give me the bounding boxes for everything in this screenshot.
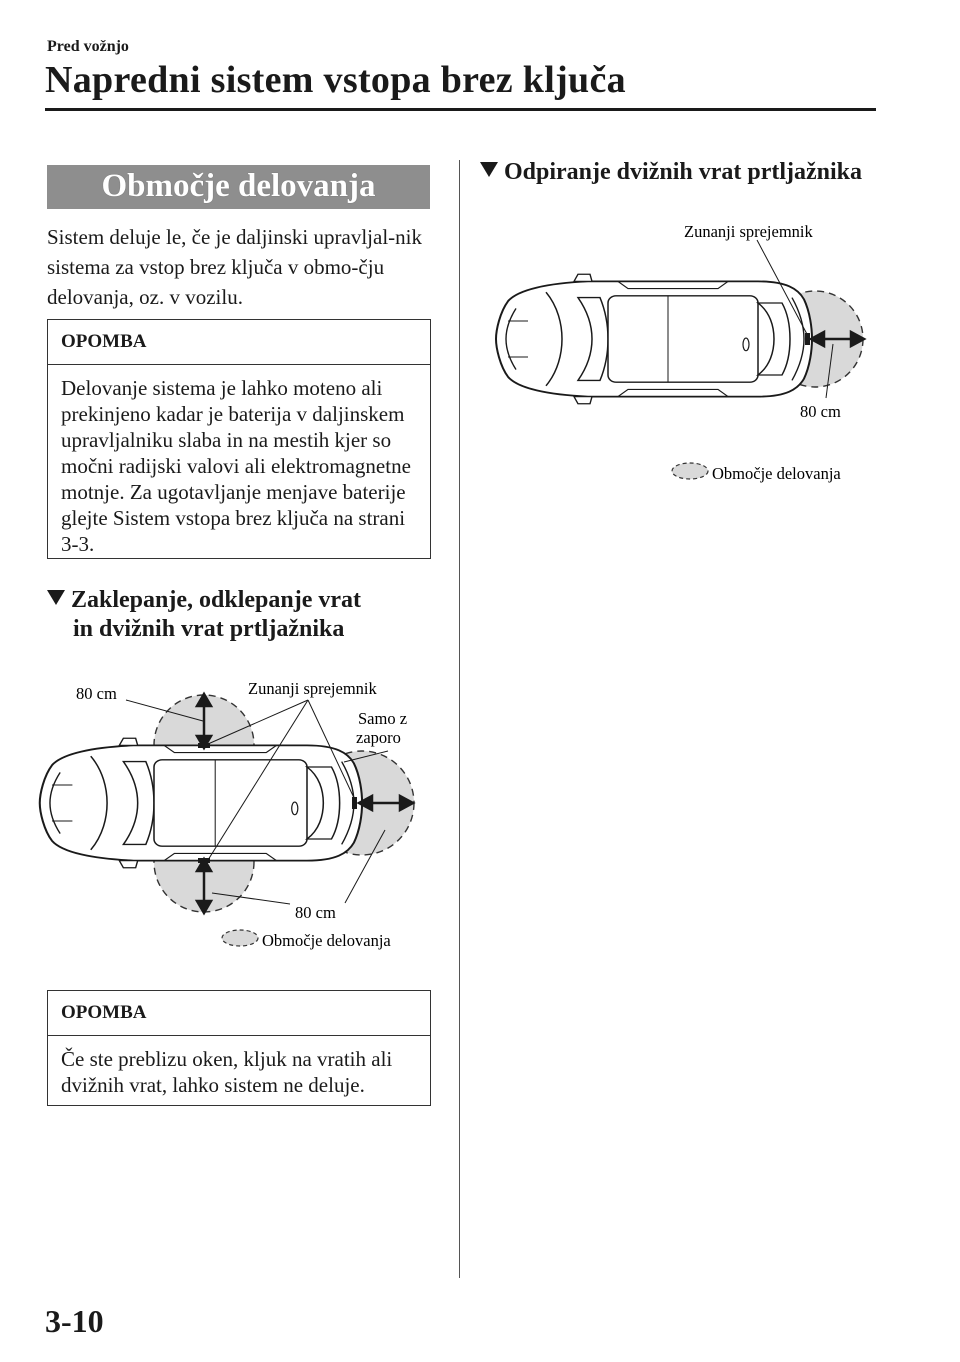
subheading-line-2: in dvižnih vrat prtljažnika [73,616,345,642]
legend-range-icon [672,463,708,479]
page-number: 3-10 [45,1303,104,1339]
label-external-antenna: Zunanji sprejemnik [248,679,377,698]
note-text: Delovanje sistema je lahko moteno ali prekinjeno kadar je baterija v daljinskem upravljalniku slaba in na mestih kjer so močni radijski valovi ali elektromagnetne motnje. Za ugotavljanje menjave baterije glejte Sistem vstopa brez ključa na strani 3-3. [61,376,411,556]
label-80cm: 80 cm [800,402,841,421]
label-smart-only-2: zaporo [356,728,401,747]
note-text: Če ste preblizu oken, kljuk na vratih ali dvižnih vrat, lahko sistem ne deluje. [61,1047,393,1097]
subheading-line-1: Zaklepanje, odklepanje vrat [71,587,362,613]
label-80cm-top: 80 cm [76,684,117,703]
subheading-text: Odpiranje dvižnih vrat prtljažnika [504,159,863,185]
intro-paragraph: Sistem deluje le, če je daljinski upravljal-nik sistema za vstop brez ključa v obmo-čju delovanja, oz. v vozilu. [47,225,422,309]
diagram-locking-range [40,679,414,950]
label-smart-only-1: Samo z [358,709,408,728]
note-heading: OPOMBA [48,320,430,365]
label-80cm-bottom: 80 cm [295,903,336,922]
note-heading: OPOMBA [48,991,430,1036]
legend-label: Območje delovanja [712,464,841,483]
diagram-liftgate-range [496,222,864,483]
section-title-banner: Območje delovanja [47,165,430,209]
chapter-title: Napredni sistem vstopa brez ključa [45,59,626,101]
car-top-view [40,738,362,868]
label-external-antenna: Zunanji sprejemnik [684,222,813,241]
breadcrumb: Pred vožnjo [47,38,129,55]
legend-range-icon [222,930,258,946]
car-top-view [496,274,812,404]
legend-label: Območje delovanja [262,931,391,950]
